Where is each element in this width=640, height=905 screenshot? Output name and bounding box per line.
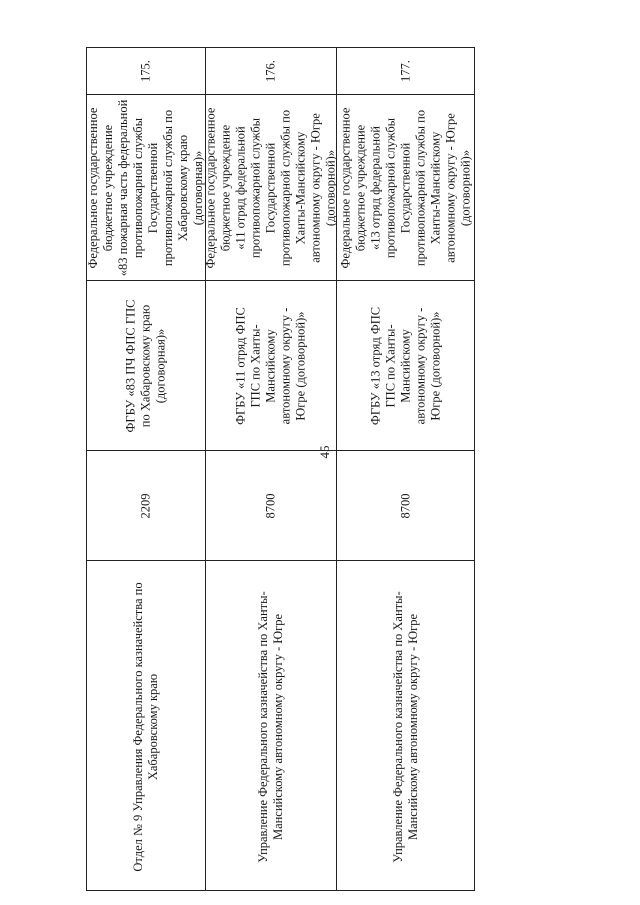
short-name-cell xyxy=(337,280,474,450)
row-number-cell xyxy=(87,48,205,94)
row-number-cell xyxy=(337,48,474,94)
code: 8700 xyxy=(263,493,278,518)
full-name: Федеральное государственное бюджетное учреждение «83 пожарная часть федеральной противопожарной службы Государственной противопожарной службы по Хабаровскому краю (договорная)» xyxy=(86,99,205,276)
treasury-authority: Управление Федерального казначейства по Ханты- Мансийскому автономному округу - Югре xyxy=(256,590,285,863)
short-name-cell xyxy=(206,280,336,450)
table-row xyxy=(336,48,474,890)
code-cell xyxy=(206,450,336,560)
treasury-authority: Управление Федерального казначейства по Ханты- Мансийскому автономному округу - Югре xyxy=(390,590,420,863)
full-name: Федеральное государственное бюджетное учреждение «11 отряд федеральной противопожарной службы Государственной противопожарной службы по Ханты-Мансийскому автономному округу - Югре (договорной)» xyxy=(203,107,338,268)
treasury-authority: Отдел № 9 Управления Федерального казначейства по Хабаровскому краю xyxy=(131,581,160,872)
short-name-cell xyxy=(87,280,205,450)
table-row xyxy=(205,48,336,890)
short-name: ФГБУ «11 отряд ФПС ГПС по Ханты- Мансийскому автономному округу - Югре (договорной)» xyxy=(233,306,308,425)
row-number: 177. xyxy=(398,60,412,82)
page-number: 45 xyxy=(317,445,332,459)
short-name: ФГБУ «83 ПЧ ФПС ГПС по Хабаровскому краю (договорная)» xyxy=(123,299,168,432)
row-number: 176. xyxy=(263,60,278,82)
row-number-cell xyxy=(206,48,336,94)
code-cell xyxy=(87,450,205,560)
registry-table xyxy=(86,47,475,891)
full-name-cell xyxy=(337,94,474,280)
authority-cell xyxy=(337,560,474,892)
authority-cell xyxy=(206,560,336,892)
full-name-cell xyxy=(203,94,338,280)
code: 8700 xyxy=(398,493,412,518)
row-number: 175. xyxy=(138,60,153,82)
code: 2209 xyxy=(138,493,153,518)
code-cell xyxy=(337,450,474,560)
full-name-cell xyxy=(87,94,205,280)
authority-cell xyxy=(87,560,205,892)
short-name: ФГБУ «13 отряд ФПС ГПС по Ханты- Мансийскому автономному округу - Югре (договорной)» xyxy=(368,306,442,425)
table-row xyxy=(87,48,205,890)
full-name: Федеральное государственное бюджетное учреждение «13 отряд федеральной противопожарной службы Государственной противопожарной службы по Ханты-Мансийскому автономному округу - Югре (договорной)» xyxy=(338,107,472,268)
